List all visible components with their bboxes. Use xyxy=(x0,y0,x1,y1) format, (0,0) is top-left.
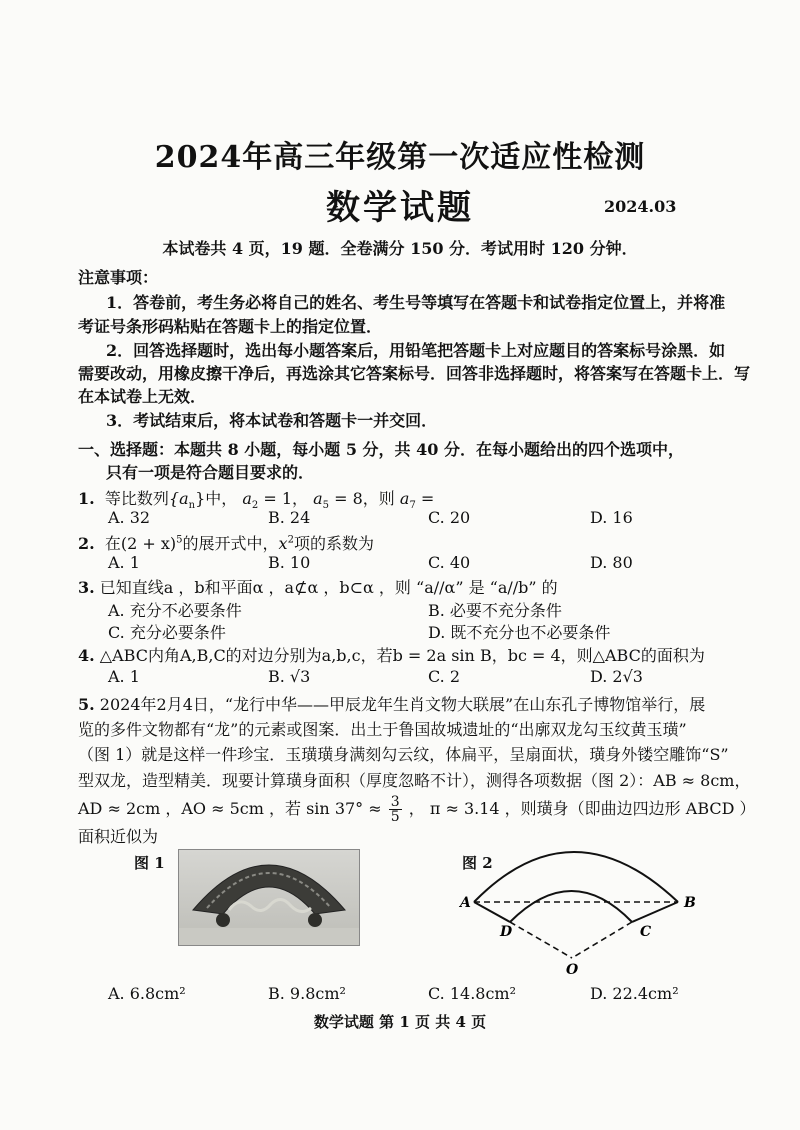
q1-text-f: = 8，则 xyxy=(329,489,395,508)
note-2b: 需要改动，用橡皮擦干净后，再选涂其它答案标号．回答非选择题时，将答案写在答题卡上．写 xyxy=(78,364,751,383)
q5-text-1: 2024年2月4日，“龙行中华——甲辰龙年生肖文物大联展”在山东孔子博物馆举行，展 xyxy=(99,695,706,714)
section1-line1: 一、选择题：本题共 8 小题，每小题 5 分，共 40 分．在每小题给出的四个选项中， xyxy=(78,440,684,459)
exam-title: 2024年高三年级第一次适应性检测 xyxy=(154,140,646,175)
q1-a5: a xyxy=(313,489,323,508)
q1-a7: a xyxy=(399,489,410,508)
q3-option-d: D. 既不充分也不必要条件 xyxy=(428,623,611,642)
note-2a: 2．回答选择题时，选出每小题答案后，用铅笔把答题卡上对应题目的答案标号涂黑．如 xyxy=(106,341,726,360)
exam-date: 2024.03 xyxy=(604,197,677,216)
subject-title: 数学试题 xyxy=(326,188,474,228)
q1-text-a: 等比数列 xyxy=(104,489,169,508)
fraction-three-fifths xyxy=(389,795,402,824)
note-3: 3．考试结束后，将本试卷和答题卡一并交回． xyxy=(106,411,438,430)
point-o-label: O xyxy=(566,962,579,978)
fraction-numerator: 3 xyxy=(390,794,400,810)
inner-arc xyxy=(510,891,632,922)
q2-exp: 5 xyxy=(176,534,183,546)
figure2-label: 图 2 xyxy=(462,854,493,872)
q5-number: 5. xyxy=(78,695,95,714)
q3-option-c: C. 充分必要条件 xyxy=(108,623,226,642)
q5-line4: 型双龙，造型精美．现要计算璜身面积（厚度忽略不计），测得各项数据（图 2）：AB ≈ 8cm， xyxy=(78,771,751,790)
q1-option-b: B. 24 xyxy=(268,508,311,527)
q1-a7-sub: 7 xyxy=(409,500,416,512)
q1-seq-sub: n xyxy=(188,500,196,512)
q2-stem xyxy=(78,531,374,554)
q2-option-a: A. 1 xyxy=(108,553,140,572)
q2-option-b: B. 10 xyxy=(268,553,311,572)
q5-option-d: D. 22.4cm² xyxy=(590,984,679,1003)
q2-number: 2. xyxy=(78,534,95,553)
point-b-label: B xyxy=(684,895,696,911)
q5-option-a: A. 6.8cm² xyxy=(108,984,186,1003)
q1-number: 1. xyxy=(78,489,95,508)
q5-text-5b: ， π ≈ 3.14 ，则璜身（即曲边四边形 ABCD ） xyxy=(408,799,756,818)
q4-stem xyxy=(78,643,705,666)
q4-option-a: A. 1 xyxy=(108,667,140,686)
q3-option-a: A. 充分不必要条件 xyxy=(108,601,242,620)
q1-a2-sub: 2 xyxy=(251,500,259,512)
note-2c: 在本试卷上无效． xyxy=(78,387,207,406)
q3-option-b: B. 必要不充分条件 xyxy=(428,601,562,620)
q5-text-5a: AD ≈ 2cm ，AO ≈ 5cm ，若 sin 37° ≈ xyxy=(78,799,382,818)
outer-arc xyxy=(474,852,678,902)
q2-x-sup: 2 xyxy=(287,534,294,546)
q1-a2: a xyxy=(242,489,252,508)
fraction-denominator: 5 xyxy=(390,809,400,825)
q1-text-h: = xyxy=(415,489,435,508)
q2-x: x xyxy=(278,534,288,553)
note-1b: 考证号条形码粘贴在答题卡上的指定位置． xyxy=(78,317,383,336)
page-footer: 数学试题 第 1 页 共 4 页 xyxy=(313,1013,487,1031)
point-d-label: D xyxy=(500,924,513,940)
exam-intro: 本试卷共 4 页，19 题．全卷满分 150 分．考试用时 120 分钟． xyxy=(162,239,638,258)
q4-option-d: D. 2√3 xyxy=(590,667,643,686)
section1-line2: 只有一项是符合题目要求的． xyxy=(106,463,315,482)
q5-line1 xyxy=(78,692,705,715)
point-c-label: C xyxy=(640,924,652,940)
q5-line3: （图 1）就是这样一件珍宝．玉璜璜身满刻勾云纹，体扁平，呈扇面状，璜身外镂空雕饰“S” xyxy=(78,745,729,764)
q5-option-c: C. 14.8cm² xyxy=(428,984,517,1003)
sector-diagram xyxy=(452,840,712,980)
q1-seq: {a xyxy=(168,489,189,508)
q5-line5 xyxy=(78,795,756,824)
q4-text: △ABC内角A,B,C的对边分别为a,b,c，若b = 2a sin B，bc = 4，则△ABC的面积为 xyxy=(99,646,705,665)
q2-text-b: 的展开式中， xyxy=(182,534,279,553)
q4-option-b: B. √3 xyxy=(268,667,311,686)
q5-line6: 面积近似为 xyxy=(78,827,159,846)
q4-number: 4. xyxy=(78,646,95,665)
q5-option-b: B. 9.8cm² xyxy=(268,984,346,1003)
jade-pendant-photo xyxy=(178,849,360,946)
q1-a5-sub: 5 xyxy=(322,500,330,512)
q1-option-c: C. 20 xyxy=(428,508,471,527)
q1-text-d: = 1， xyxy=(258,489,309,508)
q1-text-b: }中， xyxy=(195,489,238,508)
point-a-label: A xyxy=(460,895,471,911)
segment-do xyxy=(510,922,572,958)
q1-option-d: D. 16 xyxy=(590,508,633,527)
segment-co xyxy=(572,922,632,958)
segment-ad xyxy=(474,902,510,922)
note-1a: 1．答卷前，考生务必将自己的姓名、考生号等填写在答题卡和试卷指定位置上，并将准 xyxy=(106,293,726,312)
q2-text-a: 在(2 + x) xyxy=(104,534,177,553)
q2-text-d: 项的系数为 xyxy=(293,534,374,553)
q1-option-a: A. 32 xyxy=(108,508,151,527)
q2-option-d: D. 80 xyxy=(590,553,633,572)
q3-number: 3. xyxy=(78,578,95,597)
q2-option-c: C. 40 xyxy=(428,553,471,572)
figure1-label: 图 1 xyxy=(134,854,165,872)
q4-option-c: C. 2 xyxy=(428,667,461,686)
q5-line2: 览的多件文物都有“龙”的元素或图案．出土于鲁国故城遗址的“出廓双龙勾玉纹黄玉璜” xyxy=(78,720,687,739)
notes-heading: 注意事项： xyxy=(78,268,159,287)
q3-stem xyxy=(78,575,558,598)
q3-text: 已知直线a ，b和平面α ，a⊄α ，b⊂α ，则 “a//α” 是 “a//b” 的 xyxy=(99,578,558,597)
jade-pendant-image xyxy=(179,850,359,945)
segment-bc xyxy=(632,902,678,922)
